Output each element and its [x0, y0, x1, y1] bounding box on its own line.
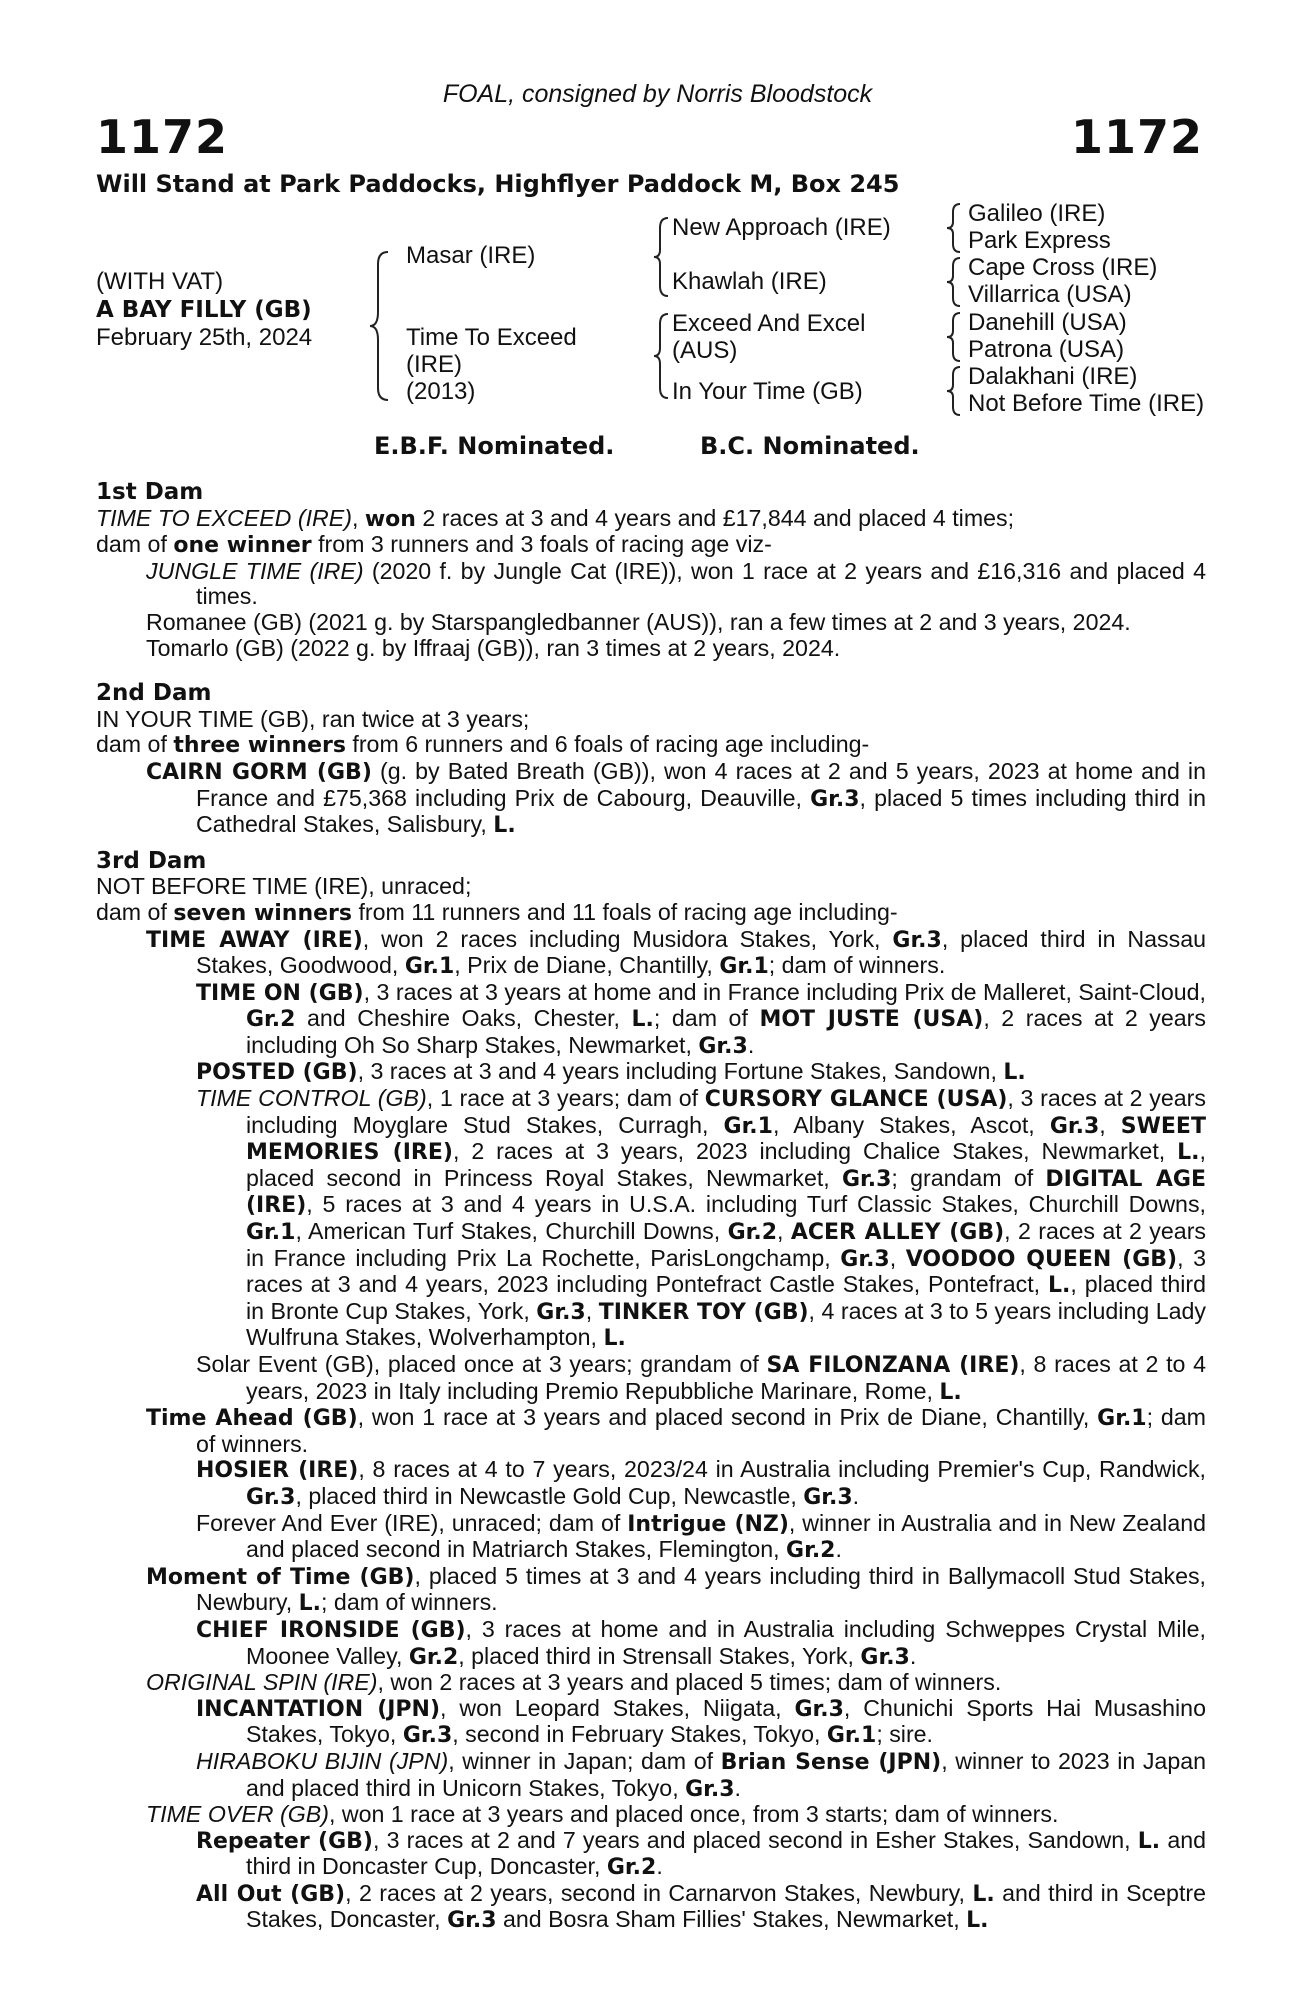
first-dam-heading: 1st Dam — [96, 479, 204, 505]
produce-entry: TIME OVER (GB), won 1 race at 3 years and placed once, from 3 starts; dam of winners. — [146, 1801, 1059, 1828]
second-dam-summary: IN YOUR TIME (GB), ran twice at 3 years; — [96, 705, 530, 732]
produce-entry: CAIRN GORM (GB) (g. by Bated Breath (GB)), won 4 races at 2 and 5 years, 2023 at home and in France and £75,368 including Prix de Cabourg, Deauville, Gr.3, placed 5 times including third in Cathedral Stakes, Salisbury, L. — [146, 757, 1206, 839]
ds-sire: Danehill (USA) — [968, 309, 1127, 336]
dam-sire-line1: Exceed And Excel — [672, 310, 866, 337]
pedigree-brace-dd — [944, 363, 964, 419]
dam-name-line1: Time To Exceed — [406, 324, 577, 351]
ss-sire: Galileo (IRE) — [968, 200, 1106, 227]
dam-name-line2: (IRE) — [406, 351, 462, 378]
ebf-nomination: E.B.F. Nominated. — [374, 432, 615, 460]
catalogue-subtitle: FOAL, consigned by Norris Bloodstock — [442, 80, 873, 108]
produce-entry: Time Ahead (GB), won 1 race at 3 years and placed second in Prix de Diane, Chantilly, Gr.1; dam of winners. — [146, 1404, 1206, 1457]
pedigree-brace-dam — [650, 310, 672, 402]
produce-entry: Tomarlo (GB) (2022 g. by Iffraaj (GB)), ran 3 times at 2 years, 2024. — [146, 634, 841, 661]
dd-sire: Dalakhani (IRE) — [968, 363, 1138, 390]
first-dam-produce: dam of one winner from 3 runners and 3 foals of racing age viz- — [96, 531, 772, 559]
pedigree-brace-sire — [650, 214, 672, 300]
sd-sire: Cape Cross (IRE) — [968, 254, 1158, 281]
stand-location: Will Stand at Park Paddocks, Highflyer Paddock M, Box 245 — [96, 170, 900, 198]
produce-entry: POSTED (GB), 3 races at 3 and 4 years including Fortune Stakes, Sandown, L. — [196, 1058, 1026, 1086]
produce-entry: INCANTATION (JPN), won Leopard Stakes, Niigata, Gr.3, Chunichi Sports Hai Musashino Stakes, Tokyo, Gr.3, second in February Stakes, Tokyo, Gr.1; sire. — [196, 1694, 1206, 1749]
dd-dam: Not Before Time (IRE) — [968, 390, 1205, 417]
produce-entry: Romanee (GB) (2021 g. by Starspangledbanner (AUS)), ran a few times at 2 and 3 years, 2024. — [146, 608, 1131, 635]
dam-year: (2013) — [406, 378, 476, 405]
pedigree-brace-main — [366, 246, 394, 406]
horse-name: A BAY FILLY (GB) — [96, 297, 312, 323]
third-dam-heading: 3rd Dam — [96, 847, 207, 874]
second-dam-produce: dam of three winners from 6 runners and 6 foals of racing age including- — [96, 731, 870, 759]
ds-dam: Patrona (USA) — [968, 336, 1125, 363]
produce-entry: TIME AWAY (IRE), won 2 races including Musidora Stakes, York, Gr.3, placed third in Nassau Stakes, Goodwood, Gr.1, Prix de Diane, Chantilly, Gr.1; dam of winners. — [146, 925, 1206, 980]
pedigree-brace-ss — [944, 200, 964, 256]
produce-entry: HOSIER (IRE), 8 races at 4 to 7 years, 2023/24 in Australia including Premier's Cup, Randwick, Gr.3, placed third in Newcastle Gold Cup, Newcastle, Gr.3. — [196, 1456, 1206, 1510]
pedigree-brace-ds — [944, 309, 964, 365]
lot-number-right: 1172 — [1070, 110, 1203, 164]
third-dam-produce: dam of seven winners from 11 runners and 11 foals of racing age including- — [96, 898, 898, 926]
sire-sire: New Approach (IRE) — [672, 214, 891, 241]
dam-dam: In Your Time (GB) — [672, 378, 863, 405]
pedigree-brace-sd — [944, 254, 964, 310]
produce-entry: TIME ON (GB), 3 races at 3 years at home and in France including Prix de Malleret, Saint-Cloud, Gr.2 and Cheshire Oaks, Chester, L.; dam of MOT JUSTE (USA), 2 races at 2 years including Oh So Sharp Stakes, Newmarket, Gr.3. — [196, 978, 1206, 1059]
dam-sire-line2: (AUS) — [672, 337, 738, 364]
sd-dam: Villarrica (USA) — [968, 281, 1132, 308]
second-dam-heading: 2nd Dam — [96, 680, 212, 707]
sire-name: Masar (IRE) — [406, 242, 536, 269]
first-dam-summary: TIME TO EXCEED (IRE), won 2 races at 3 and 4 years and £17,844 and placed 4 times; — [96, 504, 1015, 532]
produce-entry: Repeater (GB), 3 races at 2 and 7 years and placed second in Esher Stakes, Sandown, L. and third in Doncaster Cup, Doncaster, Gr.2. — [196, 1826, 1207, 1881]
bc-nomination: B.C. Nominated. — [700, 432, 920, 460]
third-dam-summary: NOT BEFORE TIME (IRE), unraced; — [96, 873, 472, 900]
produce-entry: Forever And Ever (IRE), unraced; dam of Intrigue (NZ), winner in Australia and in New Zealand and placed second in Matriarch Stakes, Flemington, Gr.2. — [196, 1509, 1207, 1564]
produce-entry: All Out (GB), 2 races at 2 years, second in Carnarvon Stakes, Newbury, L. and third in Sceptre Stakes, Doncaster, Gr.3 and Bosra Sham Fillies' Stakes, Newmarket, L. — [196, 1879, 1207, 1934]
produce-entry: Solar Event (GB), placed once at 3 years; grandam of SA FILONZANA (IRE), 8 races at 2 to 4 years, 2023 in Italy including Premio Repubbliche Marinare, Rome, L. — [196, 1351, 1207, 1405]
produce-entry: CHIEF IRONSIDE (GB), 3 races at home and in Australia including Schweppes Crystal Mile, Moonee Valley, Gr.2, placed third in Strensall Stakes, York, Gr.3. — [196, 1615, 1206, 1670]
produce-entry: JUNGLE TIME (IRE) (2020 f. by Jungle Cat (IRE)), won 1 race at 2 years and £16,316 and placed 4 times. — [146, 557, 1206, 610]
dam-produce-record — [96, 480, 1206, 1934]
produce-entry: ORIGINAL SPIN (IRE), won 2 races at 3 years and placed 5 times; dam of winners. — [146, 1669, 1002, 1696]
lot-number-left: 1172 — [96, 110, 229, 164]
ss-dam: Park Express — [968, 227, 1111, 254]
produce-entry: Moment of Time (GB), placed 5 times at 3 and 4 years including third in Ballymacoll Stud Stakes, Newbury, L.; dam of winners. — [146, 1562, 1206, 1617]
produce-entry: HIRABOKU BIJIN (JPN), winner in Japan; dam of Brian Sense (JPN), winner to 2023 in Japan and placed third in Unicorn Stakes, Tokyo, Gr.3. — [196, 1747, 1207, 1802]
date-of-birth: February 25th, 2024 — [96, 324, 313, 351]
produce-entry: TIME CONTROL (GB), 1 race at 3 years; dam of CURSORY GLANCE (USA), 3 races at 2 years including Moyglare Stud Stakes, Curragh, Gr.1, Albany Stakes, Ascot, Gr.3, SWEET MEMORIES (IRE), 2 races at 3 years, 2023 including Chalice Stakes, Newmarket, L., placed second in Princess Royal Stakes, Newmarket, Gr.3; grandam of DIGITAL AGE (IRE), 5 races at 3 and 4 years in U.S.A. including Turf Classic Stakes, Churchill Downs, Gr.1, American Turf Stakes, Churchill Downs, Gr.2, ACER ALLEY (GB), 2 races at 2 years in France including Prix La Rochette, ParisLongchamp, Gr.3, VOODOO QUEEN (GB), 3 races at 3 and 4 years, 2023 including Pontefract Castle Stakes, Pontefract, L., placed third in Bronte Cup Stakes, York, Gr.3, TINKER TOY (GB), 4 races at 3 to 5 years including Lady Wulfruna Stakes, Wolverhampton, L. — [196, 1085, 1207, 1352]
sire-dam: Khawlah (IRE) — [672, 268, 827, 295]
vat-note: (WITH VAT) — [96, 268, 224, 295]
